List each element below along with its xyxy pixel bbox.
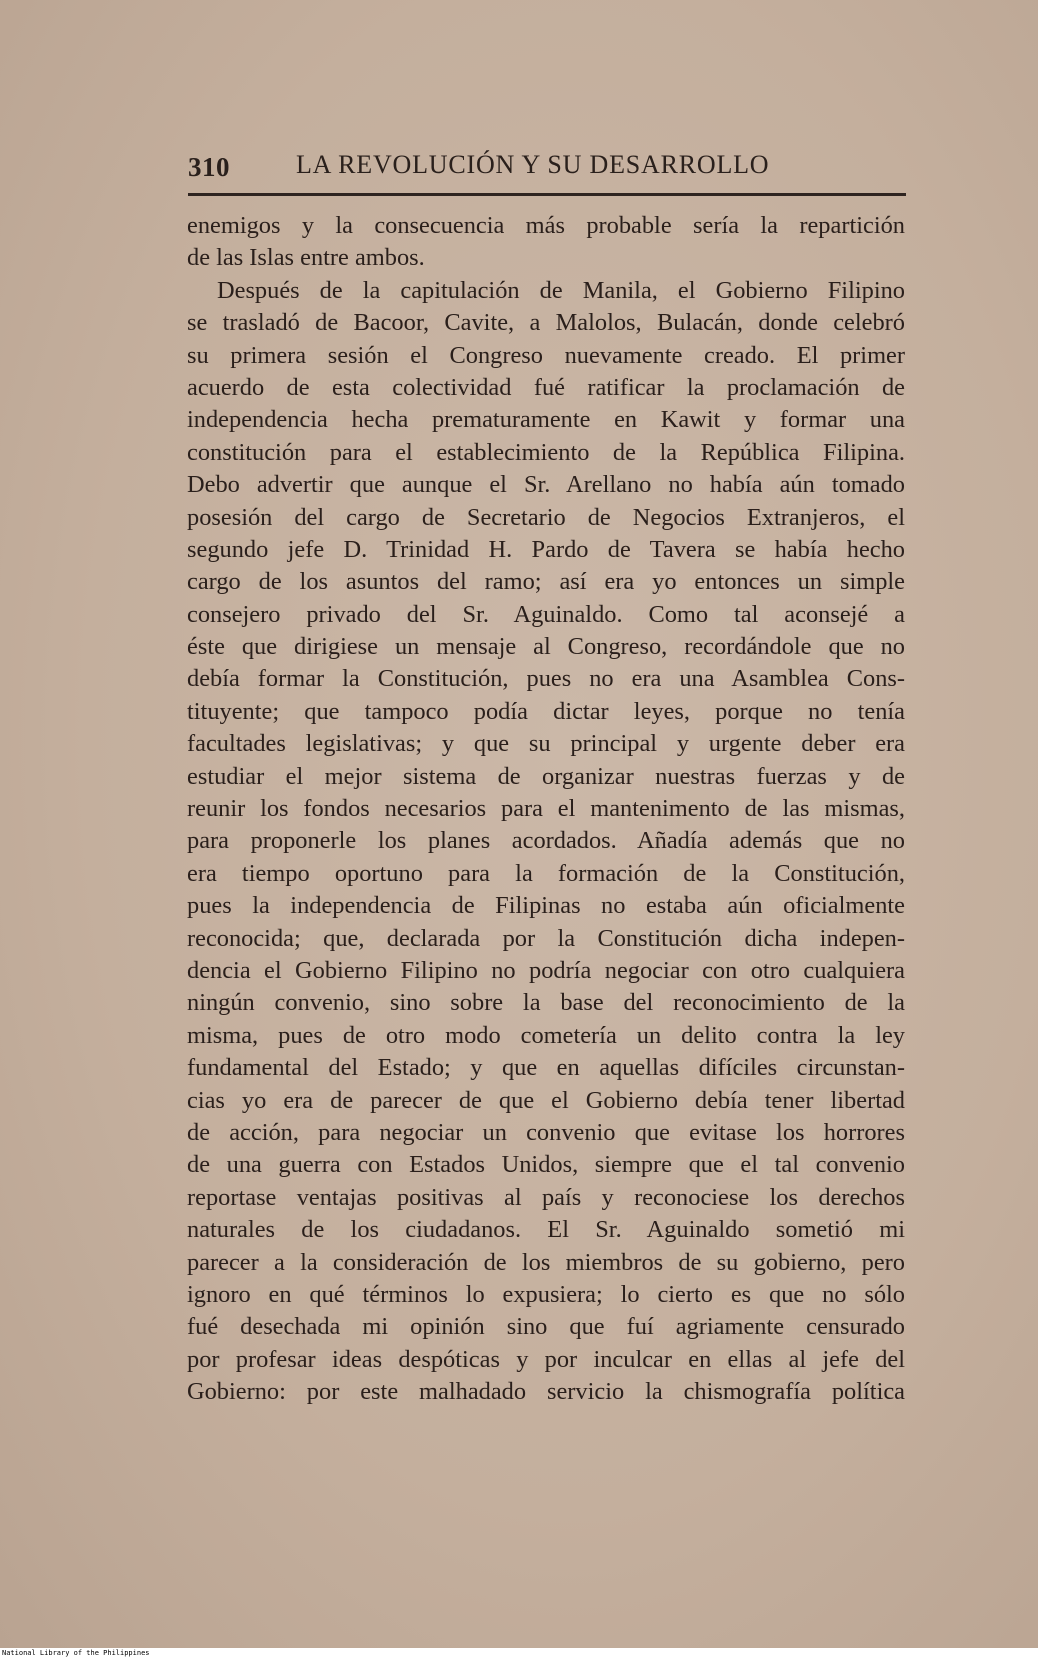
text-line: Debo advertir que aunque el Sr. Arellano no había aún tomado [187, 471, 905, 499]
text-line: ningún convenio, sino sobre la base del reconocimiento de la [187, 989, 905, 1017]
text-line: fundamental del Estado; y que en aquellas difíciles circunstan- [187, 1054, 905, 1082]
text-line: de una guerra con Estados Unidos, siempre que el tal convenio [187, 1151, 905, 1179]
page-number: 310 [188, 152, 230, 182]
text-line: éste que dirigiese un mensaje al Congreso, recordándole que no [187, 633, 905, 661]
text-line: naturales de los ciudadanos. El Sr. Aguinaldo sometió mi [187, 1216, 905, 1244]
text-line: cargo de los asuntos del ramo; así era yo entonces un simple [187, 568, 905, 596]
text-line: cias yo era de parecer de que el Gobierno debía tener libertad [187, 1086, 905, 1114]
library-credit: National Library of the Philippines [2, 1649, 150, 1657]
running-title: LA REVOLUCIÓN Y SU DESARROLLO [296, 150, 770, 179]
text-line: misma, pues de otro modo cometería un delito contra la ley [187, 1021, 905, 1049]
text-line: pues la independencia de Filipinas no estaba aún oficialmente [187, 892, 905, 920]
text-line: reportase ventajas positivas al país y reconociese los derechos [187, 1183, 905, 1211]
header-rule [188, 193, 906, 196]
text-line: reunir los fondos necesarios para el mantenimento de las mismas, [187, 795, 905, 823]
text-line: posesión del cargo de Secretario de Negocios Extranjeros, el [187, 503, 905, 531]
text-line: por profesar ideas despóticas y por inculcar en ellas al jefe del [187, 1345, 905, 1373]
text-line: debía formar la Constitución, pues no era una Asamblea Cons- [187, 665, 905, 693]
text-line: consejero privado del Sr. Aguinaldo. Como tal aconsejé a [187, 600, 905, 628]
scan-footer [0, 1648, 1038, 1658]
text-line: dencia el Gobierno Filipino no podría negociar con otro cualquiera [187, 956, 905, 984]
text-line: se trasladó de Bacoor, Cavite, a Malolos, Bulacán, donde celebró [187, 309, 905, 337]
text-line: reconocida; que, declarada por la Constitución dicha indepen- [187, 924, 905, 952]
text-line: independencia hecha prematuramente en Kawit y formar una [187, 406, 905, 434]
text-line: tituyente; que tampoco podía dictar leyes, porque no tenía [187, 697, 905, 725]
text-line: enemigos y la consecuencia más probable sería la repartición [187, 212, 905, 239]
text-line: de acción, para negociar un convenio que evitase los horrores [187, 1118, 905, 1146]
text-line: fué desechada mi opinión sino que fuí agriamente censurado [187, 1313, 905, 1341]
text-line: parecer a la consideración de los miembros de su gobierno, pero [187, 1248, 905, 1276]
text-line: Después de la capitulación de Manila, el Gobierno Filipino [217, 276, 905, 304]
text-line: Gobierno: por este malhadado servicio la chismografía política [187, 1378, 905, 1406]
text-line: acuerdo de esta colectividad fué ratificar la proclamación de [187, 373, 905, 401]
text-line: para proponerle los planes acordados. Añadía además que no [187, 827, 905, 855]
text-line: estudiar el mejor sistema de organizar nuestras fuerzas y de [187, 762, 905, 790]
text-line: de las Islas entre ambos. [187, 244, 425, 272]
text-line: era tiempo oportuno para la formación de la Constitución, [187, 859, 905, 887]
text-line: segundo jefe D. Trinidad H. Pardo de Tavera se había hecho [187, 535, 905, 563]
body-text [187, 210, 905, 1408]
text-line: facultades legislativas; y que su principal y urgente deber era [187, 730, 905, 758]
text-line: su primera sesión el Congreso nuevamente creado. El primer [187, 341, 905, 369]
page-header [188, 148, 906, 188]
text-line: ignoro en qué términos lo expusiera; lo cierto es que no sólo [187, 1280, 905, 1308]
text-line: constitución para el establecimiento de la República Filipina. [187, 438, 905, 466]
